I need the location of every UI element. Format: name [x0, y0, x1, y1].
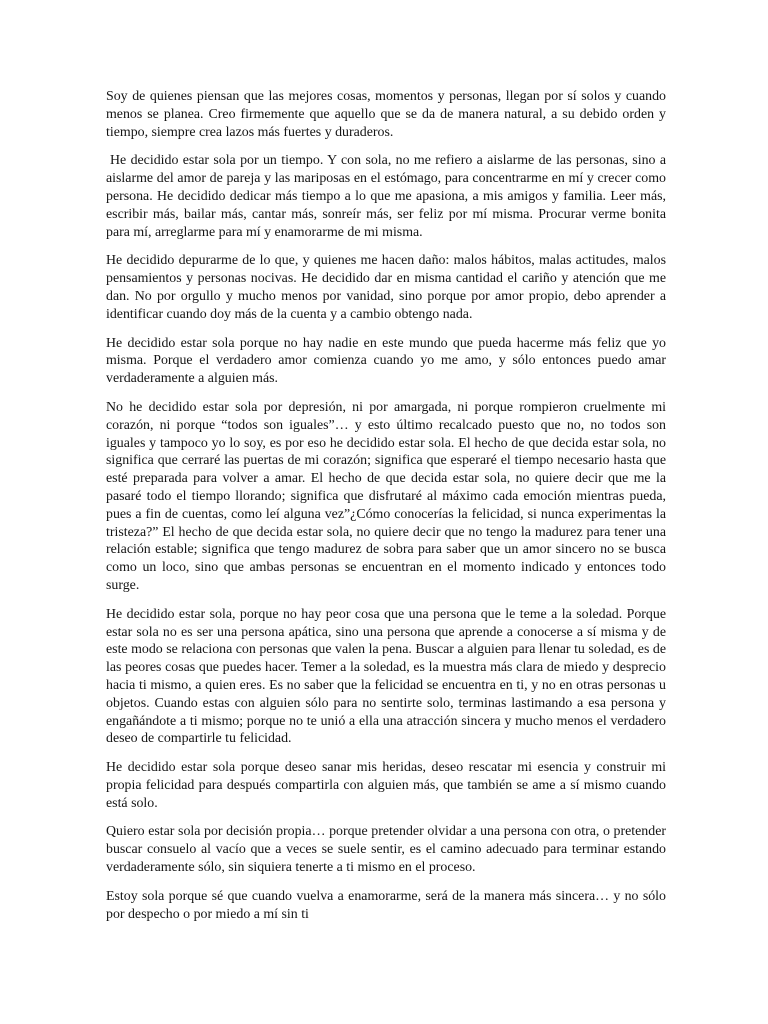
paragraph-2: He decidido estar sola por un tiempo. Y con sola, no me refiero a aislarme de las personas, sino a aislarme del amor de pareja y las mariposas en el estómago, para concentrarme en mí y crecer como persona. He decidido dedicar más tiempo a lo que me apasiona, a mis amigos y familia. Leer más, escribir más, bailar más, cantar más, sonreír más, ser feliz por mí misma. Procurar verme bonita para mí, arreglarme para mí y enamorarme de mi misma. [106, 153, 666, 240]
paragraph-1: Soy de quienes piensan que las mejores cosas, momentos y personas, llegan por sí solos y cuando menos se planea. Creo firmemente que aquello que se da de manera natural, a su debido orden y tiempo, siempre crea lazos más fuertes y duraderos. [106, 89, 666, 140]
paragraph-7: He decidido estar sola porque deseo sanar mis heridas, deseo rescatar mi esencia y construir mi propia felicidad para después compartirla con alguien más, que también se ame a sí mismo cuando está solo. [106, 760, 666, 811]
paragraph-3: He decidido depurarme de lo que, y quienes me hacen daño: malos hábitos, malas actitudes, malos pensamientos y personas nocivas. He decidido dar en misma cantidad el cariño y atención que me dan. No por orgullo y mucho menos por vanidad, sino porque por amor propio, debo aprender a identificar cuando doy más de la cuenta y a cambio obtengo nada. [106, 253, 666, 322]
paragraph-5: No he decidido estar sola por depresión, ni por amargada, ni porque rompieron cruelmente mi corazón, ni porque “todos son iguales”… y esto último recalcado puesto que no, no todos son iguales y tampoco yo lo soy, es por eso he decidido estar sola. El hecho de que decida estar sola, no significa que cerraré las puertas de mi corazón; significa que esperaré el tiempo necesario hasta que esté preparada para volver a amar. El hecho de que decida estar sola, no quiere decir que me la pasaré todo el tiempo llorando; significa que disfrutaré al máximo cada emoción mientras pueda, pues a fin de cuentas, como leí alguna vez”¿Cómo conocerías la felicidad, si nunca experimentas la tristeza?” El hecho de que decida estar sola, no quiere decir que no tengo la madurez para tener una relación estable; significa que tengo madurez de sobra para saber que un amor sincero no se busca como un loco, sino que ambas personas se encuentran en el momento indicado y entonces todo surge. [106, 399, 666, 593]
paragraph-9: Estoy sola porque sé que cuando vuelva a enamorarme, será de la manera más sincera… y no sólo por despecho o por miedo a mí sin ti [106, 888, 666, 922]
paragraph-4: He decidido estar sola porque no hay nadie en este mundo que pueda hacerme más feliz que yo misma. Porque el verdadero amor comienza cuando yo me amo, y sólo entonces puedo amar verdaderamente a alguien más. [106, 335, 666, 387]
document-page [106, 88, 666, 934]
paragraph-6: He decidido estar sola, porque no hay peor cosa que una persona que le teme a la soledad. Porque estar sola no es ser una persona apática, sino una persona que aprende a conocerse a sí misma y de este modo se relaciona con personas que valen la pena. Buscar a alguien para llenar tu soledad, es de las peores cosas que puedes hacer. Temer a la soledad, es la muestra más clara de miedo y desprecio hacia ti mismo, a quien eres. Es no saber que la felicidad se encuentra en ti, y no en otras personas u objetos. Cuando estas con alguien sólo para no sentirte solo, terminas lastimando a esa persona y engañándote a ti mismo; porque no te unió a ella una atracción sincera y mucho menos el verdadero deseo de compartirle tu felicidad. [106, 606, 666, 747]
paragraph-8: Quiero estar sola por decisión propia… porque pretender olvidar a una persona con otra, o pretender buscar consuelo al vacío que a veces se suele sentir, es el camino adecuado para terminar estando verdaderamente sólo, sin siquiera tenerte a ti mismo en el proceso. [106, 824, 666, 876]
